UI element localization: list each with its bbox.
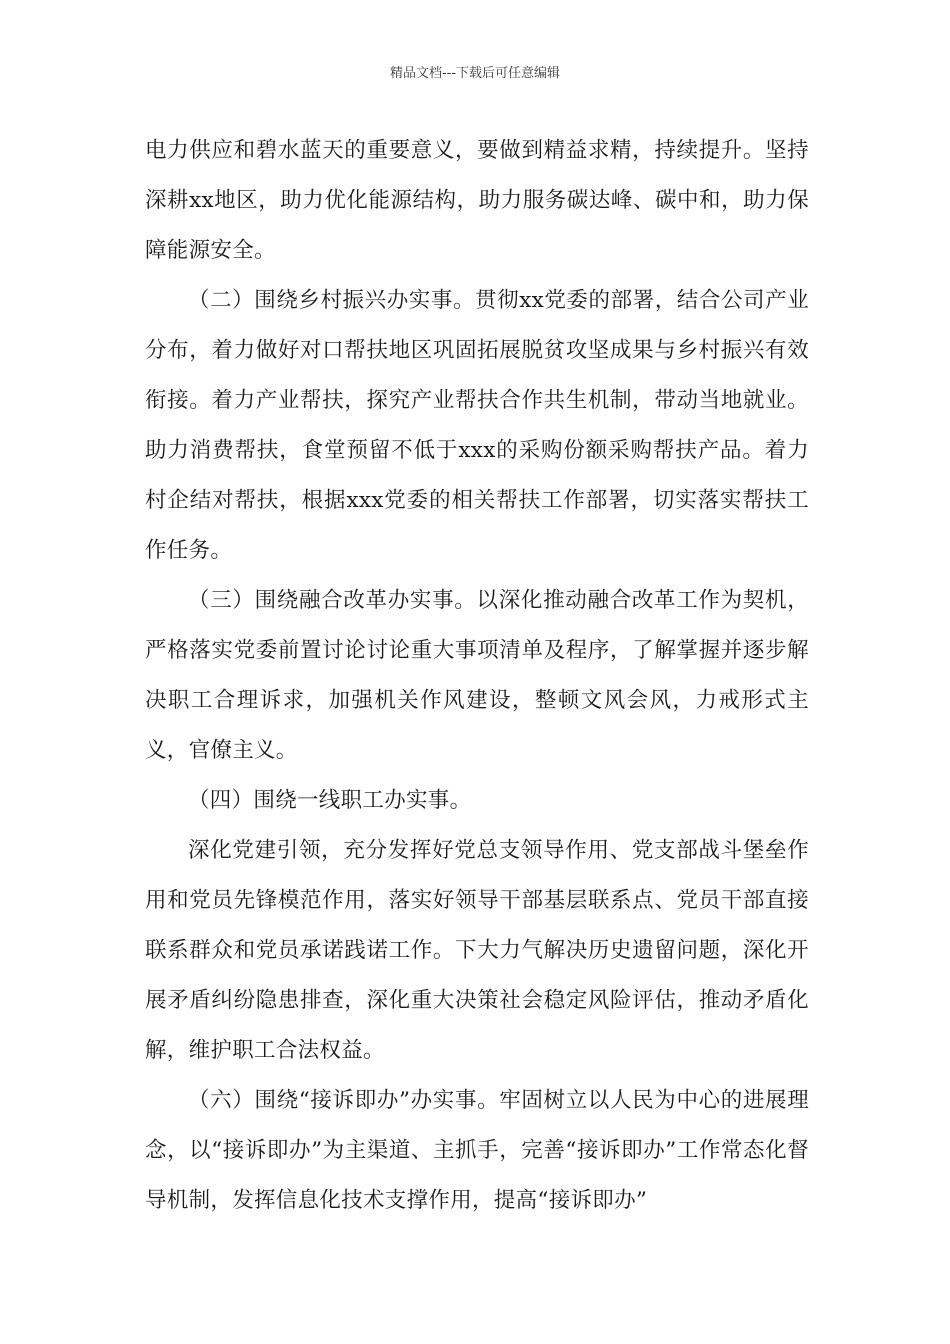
paragraph-party-building: 深化党建引领，充分发挥好党总支领导作用、党支部战斗堡垒作用和党员先锋模范作用，落实好领导干部基层联系点、党员干部直接联系群众和党员承诺践诺工作。下大力气解决历史遗留问题，深化开展矛盾纠纷隐患排查，深化重大决策社会稳定风险评估，推动矛盾化解，维护职工合法权益。 — [145, 838, 809, 1063]
document-body — [145, 126, 809, 1226]
page-header: 精品文档---下载后可任意编辑 — [389, 66, 561, 81]
paragraph-rural-revitalization: （二）围绕乡村振兴办实事。贯彻xx党委的部署，结合公司产业分布，着力做好对口帮扶地区巩固拓展脱贫攻坚成果与乡村振兴有效衔接。着力产业帮扶，探究产业帮扶合作共生机制，带动当地就业。助力消费帮扶，食堂预留不低于xxx的采购份额采购帮扶产品。着力村企结对帮扶，根据xxx党委的相关帮扶工作部署，切实落实帮扶工作任务。 — [145, 288, 809, 563]
paragraph-complaint-handling: （六）围绕“接诉即办”办实事。牢固树立以人民为中心的进展理念，以“接诉即办”为主渠道、主抓手，完善“接诉即办”工作常态化督导机制，发挥信息化技术支撑作用，提高“接诉即办” — [145, 1088, 809, 1213]
paragraph-continuation: 电力供应和碧水蓝天的重要意义，要做到精益求精，持续提升。坚持深耕xx地区，助力优化能源结构，助力服务碳达峰、碳中和，助力保障能源安全。 — [145, 138, 809, 263]
paragraph-integration-reform: （三）围绕融合改革办实事。以深化推动融合改革工作为契机，严格落实党委前置讨论讨论重大事项清单及程序，了解掌握并逐步解决职工合理诉求，加强机关作风建设，整顿文风会风，力戒形式主义，官僚主义。 — [145, 588, 809, 763]
paragraph-frontline-heading: （四）围绕一线职工办实事。 — [188, 788, 472, 813]
